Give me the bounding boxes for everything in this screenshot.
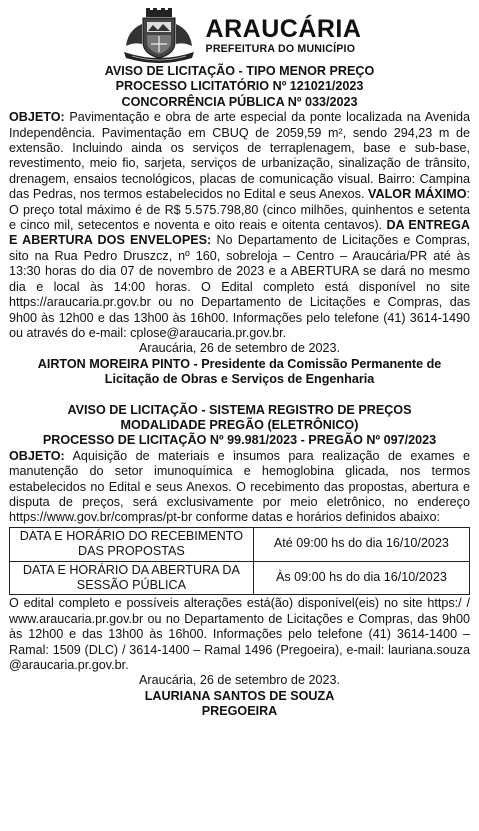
notice2-title3: PROCESSO DE LICITAÇÃO Nº 99.981/2023 - PREGÃO Nº 097/2023: [42, 433, 437, 448]
schedule-value: Às 09:00 hs do dia 16/10/2023: [253, 561, 469, 595]
coat-of-arms-icon: [118, 8, 200, 64]
notice1-signature: AIRTON MOREIRA PINTO - Presidente da Comissão Permanente de Licitação de Obras e Serviços de Engenharia: [37, 356, 442, 387]
notice1-date: Araucária, 26 de setembro de 2023.: [139, 341, 340, 356]
valor-text: : O preço total máximo é de R$ 5.575.798,80 (cinco milhões, quinhentos e setenta e cinco mil, setecentos e noventa e oito reais e oitenta centavos).: [9, 187, 470, 233]
entrega-text: No Departamento de Licitações e Compras, sito na Rua Pedro Druszcz, nº 160, sobreloja – Centro – Araucária/PR até às 13:30 horas do dia 07 de novembro de 2023 e a ABERTURA se dará no mesmo dia e local às 14:00 horas. O Edital completo está disponível no site https://araucaria.pr.gov.br ou no Departamento de Licitações e Compras, das 9h00 às 12h00 e das 13h00 às 16h00. Informações pelo telefone (41) 3614-1490 ou através do e-mail: cplose@araucaria.pr.gov.br.: [9, 233, 471, 340]
schedule-label: DATA E HORÁRIO DA ABERTURA DA SESSÃO PÚBLICA: [10, 561, 254, 595]
section-gap: [9, 388, 470, 403]
notice2-title2: MODALIDADE PREGÃO (ELETRÔNICO): [120, 417, 359, 432]
notice-pregao: [9, 403, 470, 720]
notice2-date: Araucária, 26 de setembro de 2023.: [139, 673, 340, 688]
notice2-title1: AVISO DE LICITAÇÃO - SISTEMA REGISTRO DE PREÇOS: [67, 402, 412, 417]
schedule-value: Até 09:00 hs do dia 16/10/2023: [253, 527, 469, 561]
valor-label: VALOR MÁXIMO: [368, 187, 467, 202]
objeto2-label: OBJETO:: [9, 448, 65, 463]
signer-role: PREGOEIRA: [201, 704, 278, 719]
brand: [206, 17, 362, 55]
notice2-body: [9, 449, 470, 526]
notice2-edital: O edital completo e possíveis alterações está(ão) disponível(eis) no site https:/ / www.araucaria.pr.gov.br ou no Departamento de Licitações e Compras, das 9h00 às 12h00 e das 13h00 às 16h00. Informações pelo telefone (41) 3614-1400 – Ramal: 1509 (DLC) / 3614-1400 – Ramal 1496 (Pregoeira), e-mail: lauriana.souza @araucaria.pr.gov.br.: [9, 596, 470, 673]
notice1-title1: AVISO DE LICITAÇÃO - TIPO MENOR PREÇO: [104, 64, 375, 78]
notice1-title3: CONCORRÊNCIA PÚBLICA Nº 033/2023: [121, 94, 358, 109]
notice-concorrencia: [9, 64, 470, 388]
notice1-body: [9, 110, 470, 341]
notice1-title2: PROCESSO LICITATÓRIO Nº 121021/2023: [115, 79, 364, 94]
schedule-table: [9, 527, 470, 596]
objeto-label: OBJETO:: [9, 110, 65, 125]
entrega-label: DA ENTREGA E ABERTURA DOS ENVELOPES:: [9, 218, 470, 248]
brand-name: ARAUCÁRIA: [205, 15, 362, 44]
header: [9, 0, 470, 64]
schedule-label: DATA E HORÁRIO DO RECEBIMENTO DAS PROPOSTAS: [10, 527, 254, 561]
objeto2-text: Aquisição de materiais e insumos para realização de exames e manutenção do setor imunoquímica e hemoglobina glicada, nos termos estabelecidos no Edital e seus Anexos. O recebimento das propostas, abertura e disputa de preços, será exclusivamente por meio eletrônico, no endereço https://www.gov.br/compras/pt-br conforme datas e horários definidos abaixo:: [9, 448, 470, 525]
brand-subtitle: PREFEITURA DO MUNICÍPIO: [205, 43, 356, 56]
table-row: [10, 527, 470, 561]
table-row: [10, 561, 470, 595]
objeto-text: Pavimentação e obra de arte especial da ponte localizada na Avenida Independência. Pavimentação em CBUQ de 2059,59 m², sendo 294,23 m de extensão. Incluindo ainda os serviços de terraplenagem, base e sub-base, revestimento, meio fio, sarjeta, serviços de urbanização, sinalização de trânsito, drenagem, ensaios tecnológicos, placas de comunicação visual. Bairro: Campina das Pedras, nos termos estabelecidos no Edital e seus Anexos.: [9, 110, 470, 202]
signer-name: LAURIANA SANTOS DE SOUZA: [144, 688, 335, 703]
